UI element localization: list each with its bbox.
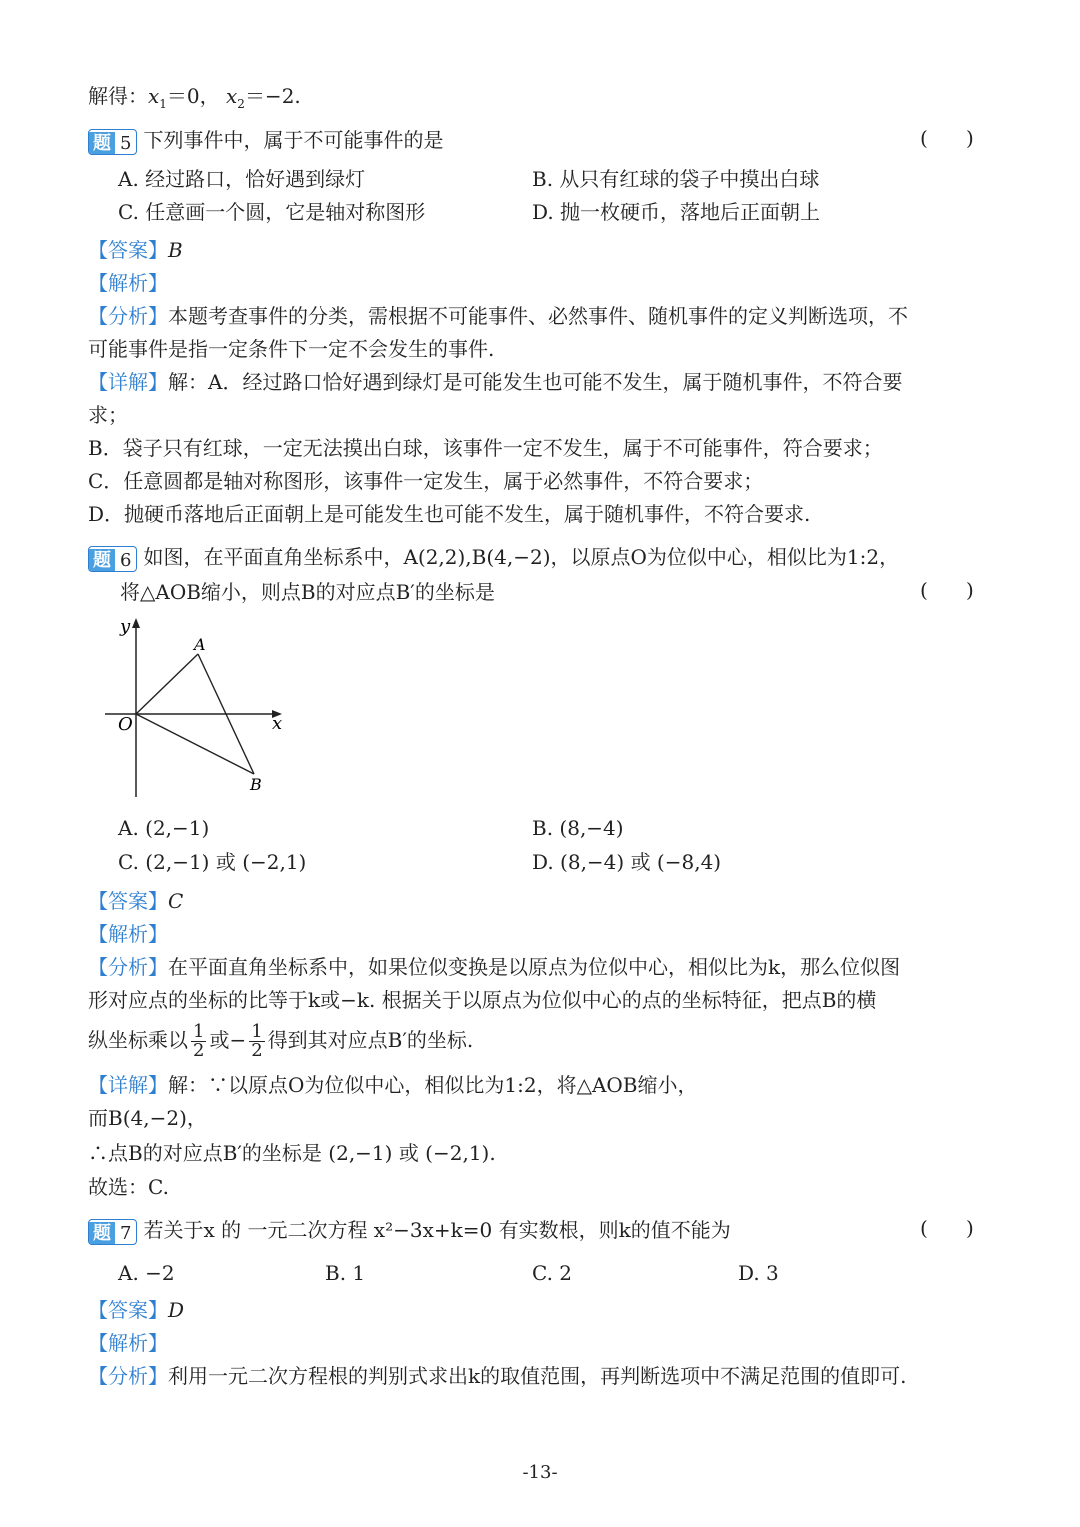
q7-option-b: B. 1 [325, 1261, 366, 1285]
q6-detail-4: 故选：C. [88, 1175, 169, 1199]
q6-fenxi-1: 【分析】在平面直角坐标系中，如果位似变换是以原点为位似中心，相似比为k，那么位似图 [88, 955, 901, 979]
q6-detail-1: 【详解】解：∵以原点O为位似中心，相似比为1:2，将△AOB缩小， [88, 1073, 698, 1097]
q5-option-b: B. 从只有红球的袋子中摸出白球 [532, 167, 820, 191]
question-5-stem: 题 5 下列事件中，属于不可能事件的是 [88, 126, 443, 155]
q7-option-a: A. −2 [118, 1261, 175, 1285]
q6-answer: 【答案】C [88, 889, 184, 913]
q7-option-c: C. 2 [532, 1261, 573, 1285]
q6-option-a: A. (2,−1) [118, 816, 210, 840]
q6-option-c: C. (2,−1) 或 (−2,1) [118, 850, 307, 874]
q5-option-c: C. 任意画一个圆，它是轴对称图形 [118, 200, 426, 224]
page-number: -13- [522, 1462, 558, 1483]
answer-parentheses: ( ) [920, 1216, 974, 1240]
solution-line: 解得：$x_1=0$， $x_2=-2$. [88, 84, 301, 111]
q5-detail-2: 求； [88, 403, 128, 427]
question-6-stem-2: 将△AOB缩小，则点B的对应点B′的坐标是 [120, 580, 495, 604]
q5-fenxi-2: 可能事件是指一定条件下一定不会发生的事件. [88, 337, 495, 361]
q6-fenxi-3: 纵坐标乘以 $\frac{1}{2}$ 或− $\frac{1}{2}$ 得到其对应点B′的坐标. [88, 1021, 474, 1061]
q5-fenxi-1: 【分析】本题考查事件的分类，需根据不可能事件、必然事件、随机事件的定义判断选项，不 [88, 304, 908, 328]
answer-parentheses: ( ) [920, 126, 974, 150]
segment-oa [136, 654, 198, 714]
q6-option-d: D. (8,−4) 或 (−8,4) [532, 850, 722, 874]
q6-option-b: B. (8,−4) [532, 816, 624, 840]
y-axis-label: y [120, 616, 131, 637]
q5-detail-1: 【详解】解：A．经过路口恰好遇到绿灯是可能发生也可能不发生，属于随机事件，不符合要 [88, 370, 903, 394]
fraction: $\frac{1}{2}$ [251, 1021, 263, 1061]
q5-detail-5: D．抛硬币落地后正面朝上是可能发生也可能不发生，属于随机事件，不符合要求. [88, 502, 811, 526]
q6-fenxi-2: 形对应点的坐标的比等于k或−k. 根据关于以原点为位似中心的点的坐标特征，把点B的横 [88, 988, 877, 1012]
q7-analysis-label: 【解析】 [88, 1331, 168, 1355]
q6-detail-3: ∴点B的对应点B′的坐标是 (2,−1) 或 (−2,1). [88, 1141, 496, 1165]
q5-analysis-label: 【解析】 [88, 271, 168, 295]
fraction: $\frac{1}{2}$ [193, 1021, 205, 1061]
answer-parentheses: ( ) [920, 578, 974, 602]
question-tag: 题 6 [88, 546, 137, 572]
point-b-label: B [250, 775, 262, 794]
coordinate-figure [100, 612, 300, 802]
point-a-label: A [194, 635, 206, 654]
origin-label: O [118, 714, 133, 735]
q5-option-a: A. 经过路口，恰好遇到绿灯 [118, 167, 366, 191]
question-tag: 题 7 [88, 1219, 137, 1245]
q5-option-d: D. 抛一枚硬币，落地后正面朝上 [532, 200, 821, 224]
q5-answer: 【答案】B [88, 238, 183, 262]
question-6-stem-1: 题 6 如图，在平面直角坐标系中，A(2,2),B(4,−2)，以原点O为位似中心，相似比为1:2， [88, 543, 899, 572]
q6-detail-2: 而B(4,−2)， [88, 1106, 207, 1130]
q5-detail-4: C．任意圆都是轴对称图形，该事件一定发生，属于必然事件，不符合要求； [88, 469, 764, 493]
q7-fenxi-1: 【分析】利用一元二次方程根的判别式求出k的取值范围，再判断选项中不满足范围的值即可. [88, 1364, 907, 1388]
x-axis-label: x [272, 713, 283, 734]
question-tag: 题 5 [88, 129, 137, 155]
segment-ob [136, 714, 254, 774]
y-axis-arrow-icon [132, 618, 140, 628]
q7-answer: 【答案】D [88, 1298, 185, 1322]
q5-detail-3: B．袋子只有红球，一定无法摸出白球，该事件一定不发生，属于不可能事件，符合要求； [88, 436, 883, 460]
q6-analysis-label: 【解析】 [88, 922, 168, 946]
question-7-stem: 题 7 若关于x 的 一元二次方程 x²−3x+k=0 有实数根，则k的值不能为 [88, 1216, 731, 1245]
q7-option-d: D. 3 [738, 1261, 779, 1285]
